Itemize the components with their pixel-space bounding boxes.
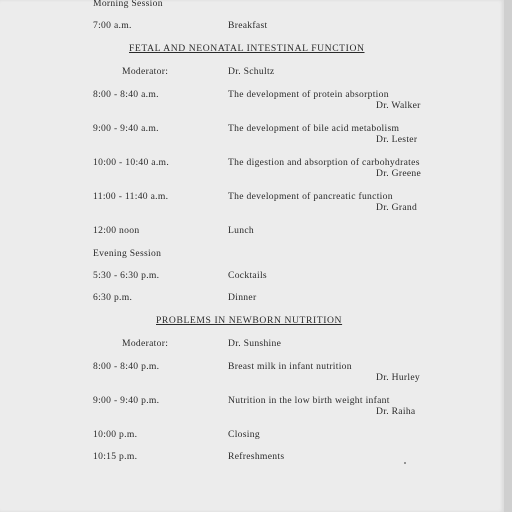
section2-heading: PROBLEMS IN NEWBORN NUTRITION	[156, 315, 343, 326]
breakfast-event: Breakfast	[228, 20, 268, 31]
section2-moderator-label: Moderator:	[122, 338, 169, 349]
closing-event: Closing	[228, 429, 260, 440]
talk-time: 11:00 - 11:40 a.m.	[93, 191, 169, 202]
talk-title: Breast milk in infant nutrition	[228, 361, 352, 372]
talk-time: 9:00 - 9:40 p.m.	[93, 395, 160, 406]
talk-speaker: Dr. Walker	[376, 100, 421, 111]
talk-time: 8:00 - 8:40 a.m.	[93, 89, 159, 100]
talk-speaker: Dr. Raiha	[376, 406, 416, 417]
talk-speaker: Dr. Greene	[376, 168, 422, 179]
paper-speck	[404, 462, 406, 464]
closing-time: 10:00 p.m.	[93, 429, 138, 440]
talk-title: Nutrition in the low birth weight infant	[228, 395, 390, 406]
morning-session-label: Morning Session	[93, 0, 163, 9]
talk-speaker: Dr. Grand	[376, 202, 418, 213]
talk-title: The development of bile acid metabolism	[228, 123, 400, 134]
section2-moderator-name: Dr. Sunshine	[228, 338, 282, 349]
talk-time: 9:00 - 9:40 a.m.	[93, 123, 159, 134]
refreshments-event: Refreshments	[228, 451, 285, 462]
breakfast-time: 7:00 a.m.	[93, 20, 132, 31]
lunch-time: 12:00 noon	[93, 225, 140, 236]
talk-title: The digestion and absorption of carbohydrates	[228, 157, 420, 168]
cocktails-event: Cocktails	[228, 270, 267, 281]
dinner-time: 6:30 p.m.	[93, 292, 133, 303]
talk-time: 8:00 - 8:40 p.m.	[93, 361, 160, 372]
evening-session-label: Evening Session	[93, 248, 162, 259]
section1-moderator-name: Dr. Schultz	[228, 66, 275, 77]
talk-speaker: Dr. Hurley	[376, 372, 421, 383]
lunch-event: Lunch	[228, 225, 255, 236]
talk-time: 10:00 - 10:40 a.m.	[93, 157, 170, 168]
talk-title: The development of protein absorption	[228, 89, 389, 100]
talk-title: The development of pancreatic function	[228, 191, 393, 202]
talk-speaker: Dr. Lester	[376, 134, 418, 145]
section1-heading: FETAL AND NEONATAL INTESTINAL FUNCTION	[129, 43, 365, 54]
section1-moderator-label: Moderator:	[122, 66, 169, 77]
cocktails-time: 5:30 - 6:30 p.m.	[93, 270, 160, 281]
dinner-event: Dinner	[228, 292, 257, 303]
refreshments-time: 10:15 p.m.	[93, 451, 138, 462]
